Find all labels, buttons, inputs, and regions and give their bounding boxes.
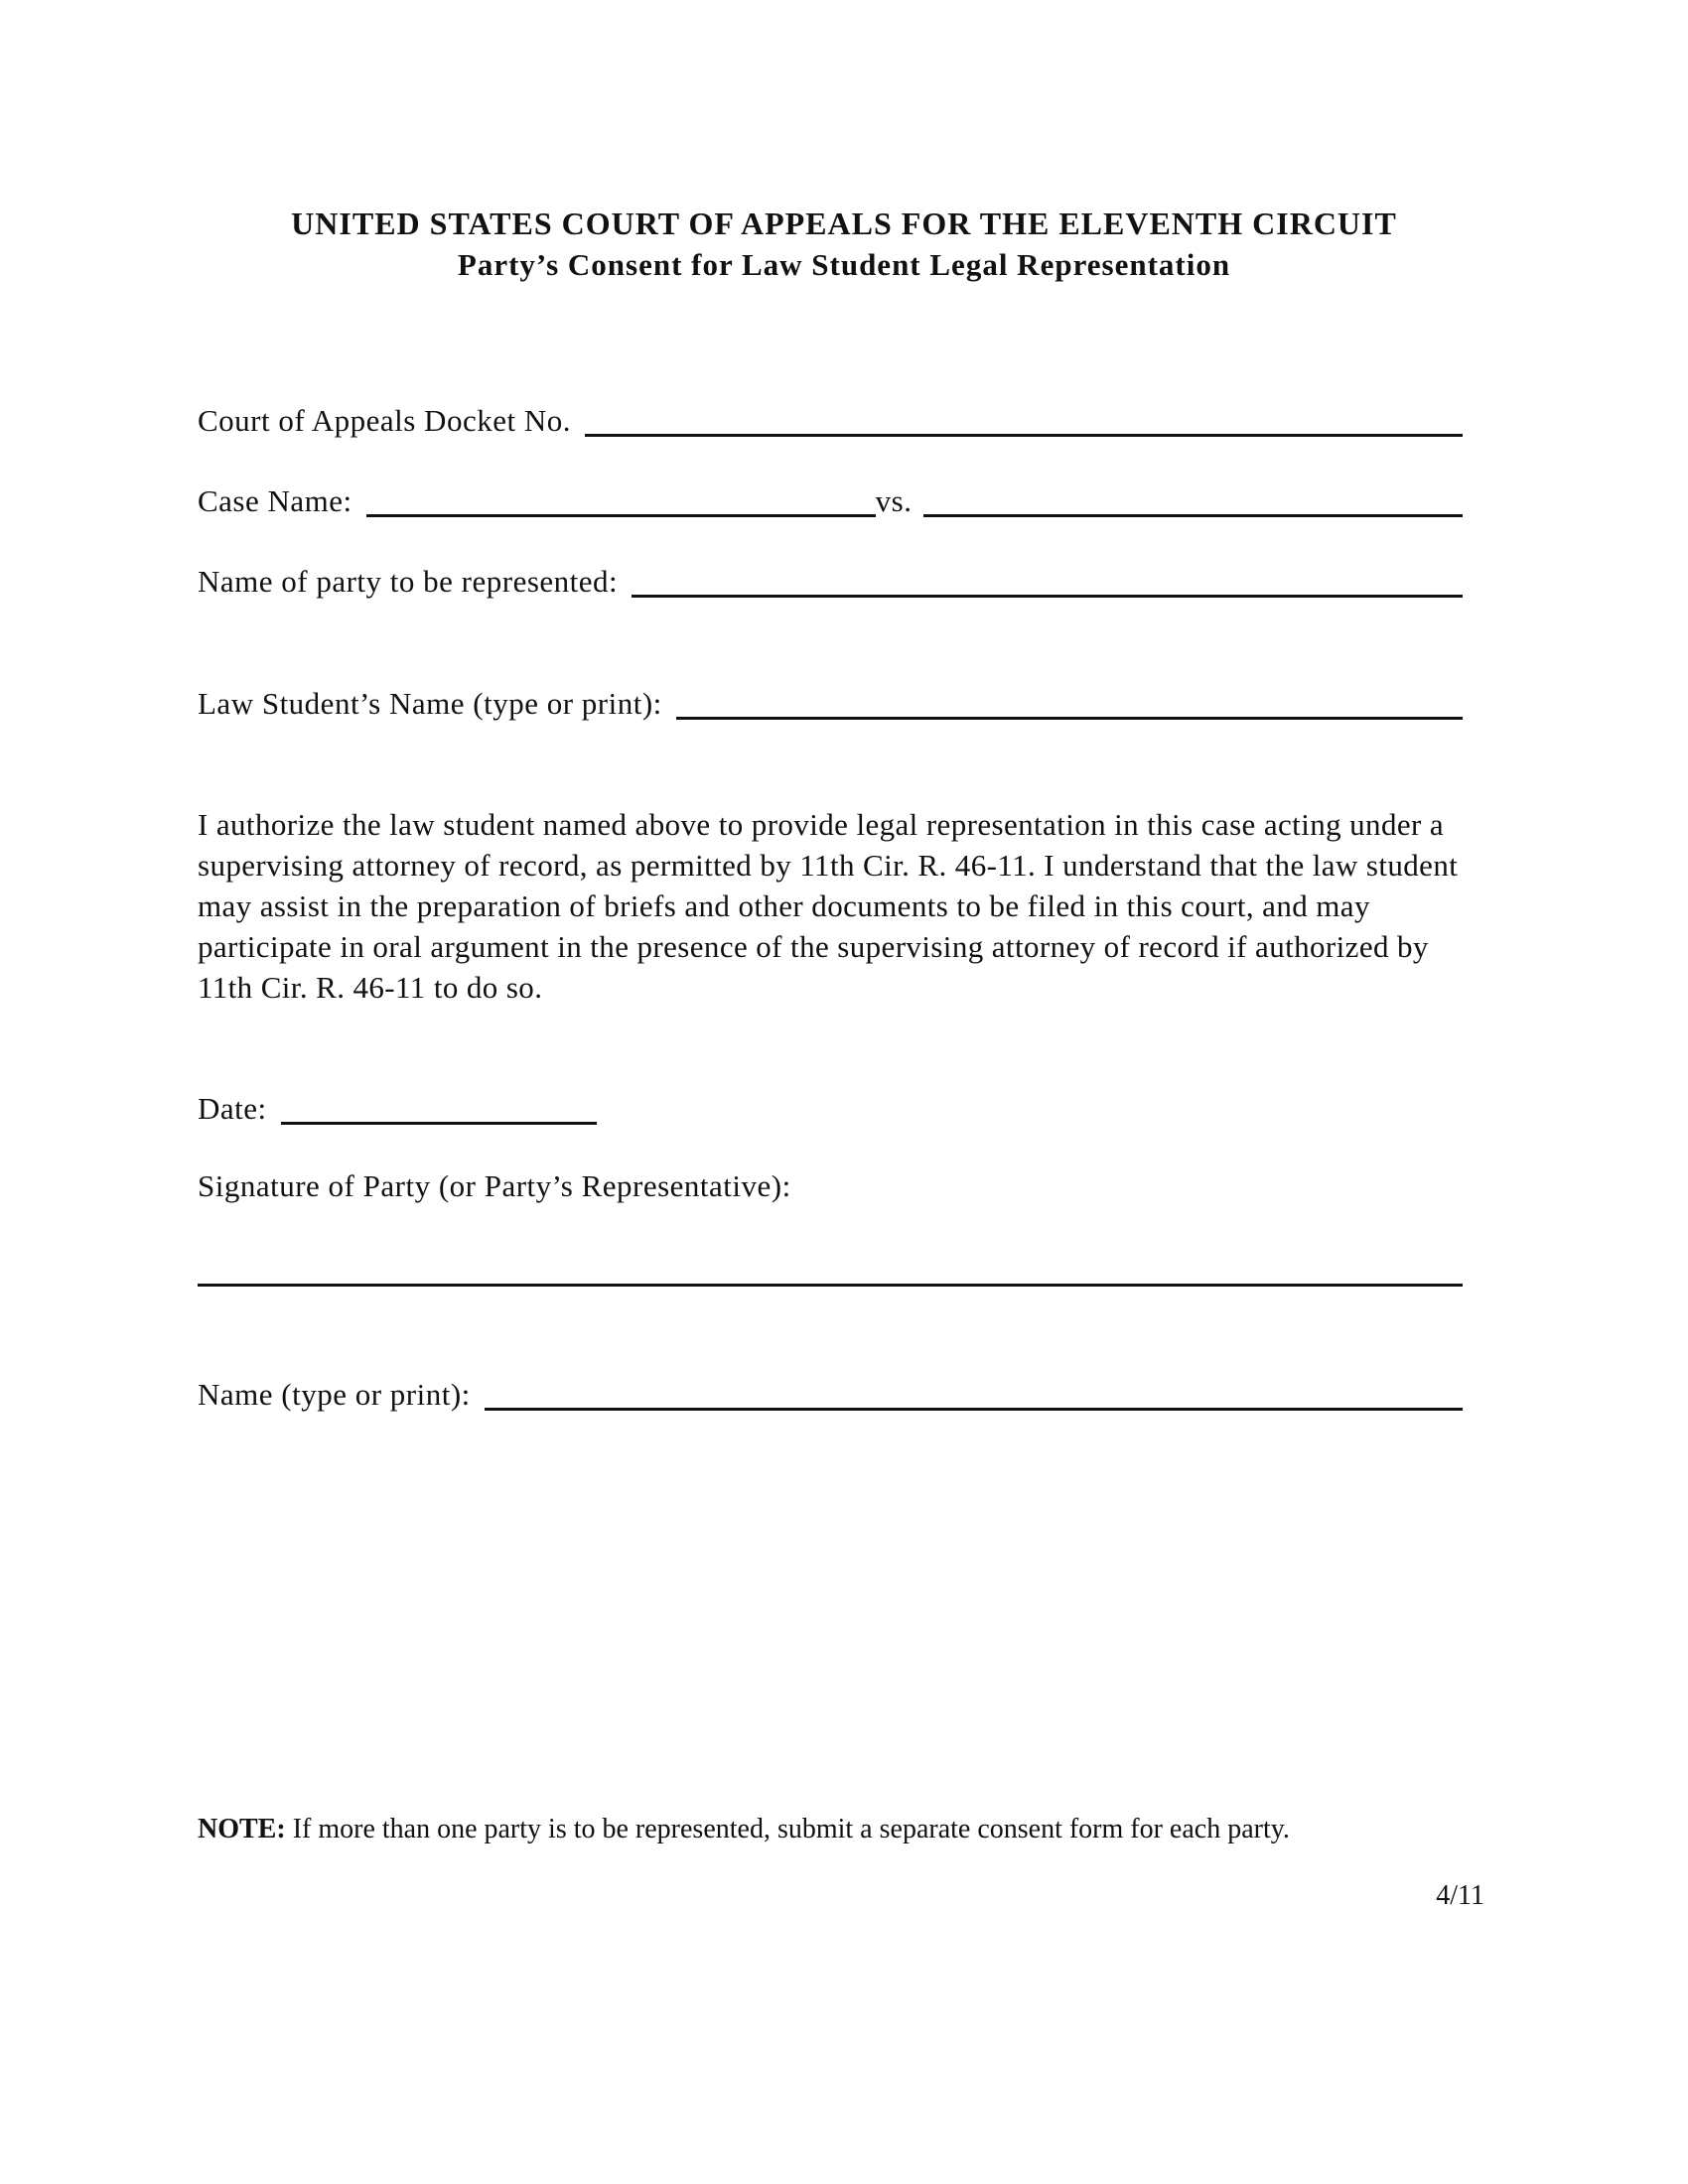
docket-number-field[interactable]: [585, 404, 1463, 437]
case-name-field[interactable]: [366, 484, 876, 517]
docket-number-row: [198, 399, 1463, 439]
vs-label: vs.: [875, 483, 913, 518]
court-name: UNITED STATES COURT OF APPEALS FOR THE ELEVENTH CIRCUIT: [291, 205, 1397, 241]
date-field[interactable]: [281, 1092, 597, 1125]
law-student-name-label: Law Student’s Name (type or print):: [198, 686, 662, 721]
revision-date: 4/11: [1436, 1880, 1484, 1911]
signature-line[interactable]: [198, 1284, 1463, 1287]
note-text: If more than one party is to be represented, submit a separate consent form for each party.: [285, 1814, 1290, 1844]
docket-number-label: Court of Appeals Docket No.: [198, 403, 571, 438]
law-student-name-row: [198, 682, 1463, 722]
authorization-statement: I authorize the law student named above to provide legal representation in this case acting under a supervising attorney of record, as permitted by 11th Cir. R. 46-11. I understand that the law student may assist in the preparation of briefs and other documents to be filed in this court, and may participate in oral argument in the presence of the supervising attorney of record if authorized by 11th Cir. R. 46-11 to do so.: [198, 807, 1459, 1005]
note: [198, 1812, 1290, 1847]
case-name-label: Case Name:: [198, 483, 352, 518]
party-name-field[interactable]: [632, 565, 1463, 598]
case-name-row: [198, 479, 1463, 519]
law-student-name-field[interactable]: [676, 687, 1463, 720]
party-name-label: Name of party to be represented:: [198, 564, 619, 599]
case-name-opposing-field[interactable]: [923, 484, 1463, 517]
date-label: Date:: [198, 1091, 267, 1126]
form-header: [0, 203, 1688, 286]
form-title: Party’s Consent for Law Student Legal Representation: [457, 247, 1231, 282]
party-name-row: [198, 560, 1463, 600]
printed-name-row: [198, 1373, 1463, 1413]
printed-name-field[interactable]: [485, 1378, 1463, 1411]
printed-name-label: Name (type or print):: [198, 1377, 471, 1412]
date-row: [198, 1087, 1463, 1127]
note-label: NOTE:: [198, 1814, 286, 1844]
signature-label: Signature of Party (or Party’s Representative):: [198, 1168, 791, 1203]
